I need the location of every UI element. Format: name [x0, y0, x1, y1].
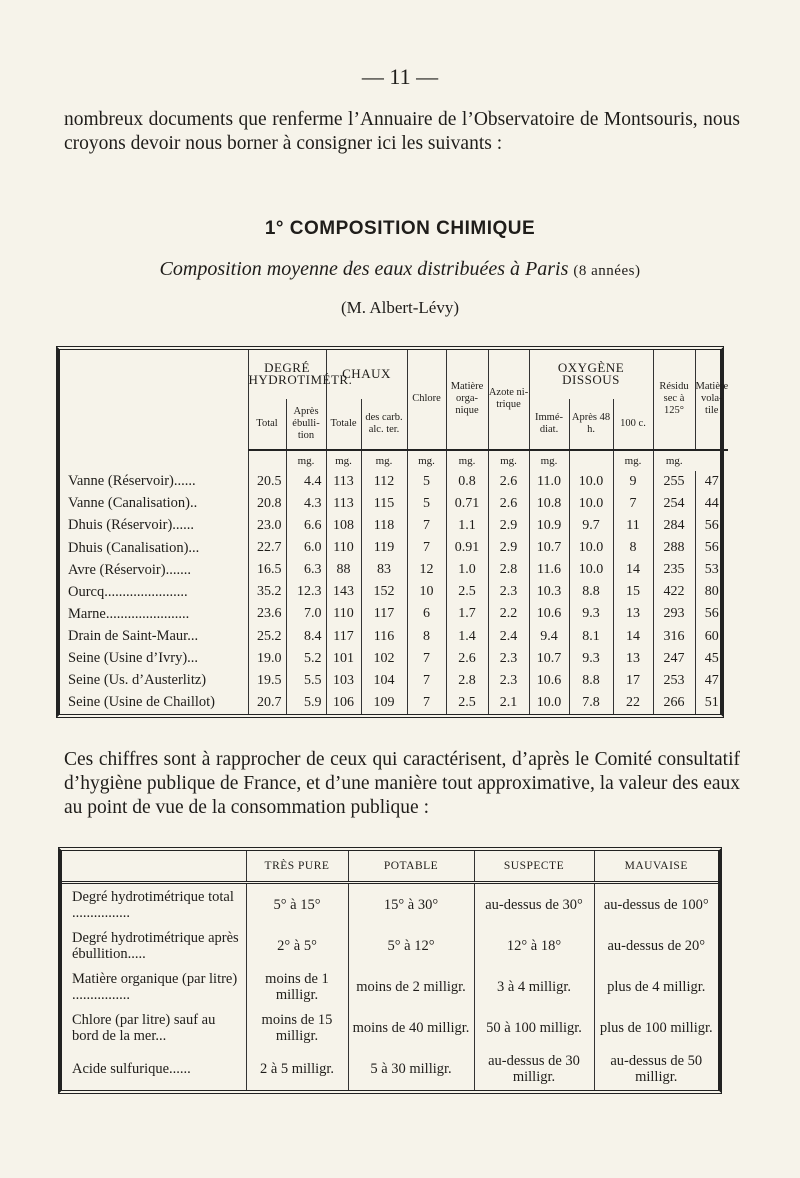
units-cell: mg.: [286, 450, 326, 471]
table-cell: 56: [695, 515, 728, 537]
quality-cell: 5° à 15°: [246, 883, 348, 926]
table-cell: 266: [653, 692, 695, 714]
table-cell: 7: [407, 692, 446, 714]
table-cell: 56: [695, 537, 728, 559]
table-cell: 112: [361, 471, 407, 493]
subheader-pct: 100 c.: [613, 399, 653, 450]
table-cell: 9: [613, 471, 653, 493]
header-potable: POTABLE: [348, 851, 474, 883]
table-cell: 4.4: [286, 471, 326, 493]
table-row: [60, 471, 728, 493]
table-cell: 2.9: [488, 537, 529, 559]
table-cell: 22: [613, 692, 653, 714]
table-cell: 8.1: [569, 625, 613, 647]
table-cell: 23.6: [248, 603, 286, 625]
table-row: [60, 515, 728, 537]
table-cell: 2.4: [488, 625, 529, 647]
quality-cell: au-dessus de 30°: [474, 883, 594, 926]
table-cell: 117: [361, 603, 407, 625]
table-cell: 9.4: [529, 625, 569, 647]
table-row: [60, 559, 728, 581]
table-cell: 7.0: [286, 603, 326, 625]
table-cell: 284: [653, 515, 695, 537]
subheader-chaux-totale: Totale: [326, 399, 361, 450]
table-cell: 16.5: [248, 559, 286, 581]
table-cell: 9.7: [569, 515, 613, 537]
author-credit: (M. Albert-Lévy): [340, 298, 460, 317]
quality-cell: 3 à 4 milligr.: [474, 967, 594, 1008]
table-row: [60, 648, 728, 670]
table-cell: 0.8: [446, 471, 488, 493]
subheader-apres-ebullition: Après ébulli-tion: [286, 399, 326, 450]
header-chlore: Chlore: [407, 350, 446, 450]
quality-cell: plus de 4 milligr.: [594, 967, 718, 1008]
table-cell: 10.0: [569, 471, 613, 493]
table-cell: 45: [695, 648, 728, 670]
table-row: [60, 493, 728, 515]
table-cell: 2.8: [488, 559, 529, 581]
table-cell: 2.9: [488, 515, 529, 537]
quality-cell: au-dessus de 100°: [594, 883, 718, 926]
table-cell: 47: [695, 670, 728, 692]
table-cell: 25.2: [248, 625, 286, 647]
table-cell: 10.0: [569, 537, 613, 559]
table-row: [60, 670, 728, 692]
criterion-label: Chlore (par litre) sauf au bord de la mer...: [72, 1012, 216, 1045]
table-cell: 51: [695, 692, 728, 714]
quality-row: [62, 883, 718, 926]
subheader-apres-48h: Après 48 h.: [569, 399, 613, 450]
source-name: Vanne (Réservoir)......: [68, 473, 196, 490]
table-cell: 17: [613, 670, 653, 692]
table-cell: 60: [695, 625, 728, 647]
table-cell: 6.0: [286, 537, 326, 559]
table-cell: 7: [613, 493, 653, 515]
table-cell: 10.7: [529, 537, 569, 559]
table-cell: 104: [361, 670, 407, 692]
table-cell: 117: [326, 625, 361, 647]
units-cell: mg.: [446, 450, 488, 471]
table-cell: 44: [695, 493, 728, 515]
table-cell: 13: [613, 603, 653, 625]
units-cell: mg.: [361, 450, 407, 471]
table-row: [60, 581, 728, 603]
table-cell: 6.6: [286, 515, 326, 537]
table-cell: 7: [407, 648, 446, 670]
table-cell: 10.7: [529, 648, 569, 670]
table-cell: 9.3: [569, 648, 613, 670]
page-number: — 11 —: [361, 64, 439, 89]
table-cell: 2.1: [488, 692, 529, 714]
units-cell: mg.: [488, 450, 529, 471]
table-cell: 7: [407, 537, 446, 559]
table-cell: 19.0: [248, 648, 286, 670]
table-cell: 152: [361, 581, 407, 603]
table-cell: 288: [653, 537, 695, 559]
quality-row: [62, 926, 718, 967]
table-cell: 2.5: [446, 692, 488, 714]
table-cell: 115: [361, 493, 407, 515]
table-cell: 1.4: [446, 625, 488, 647]
quality-cell: 5 à 30 milligr.: [348, 1049, 474, 1090]
header-mauvaise: MAUVAISE: [594, 851, 718, 883]
table-cell: 10.0: [569, 493, 613, 515]
table-cell: 2.5: [446, 581, 488, 603]
table-row: [60, 603, 728, 625]
table-cell: 11.0: [529, 471, 569, 493]
table-cell: 8.8: [569, 581, 613, 603]
quality-row: [62, 967, 718, 1008]
header-oxygene: OXYGÈNE DISSOUS: [529, 350, 653, 399]
units-cell: mg.: [407, 450, 446, 471]
table-cell: 2.2: [488, 603, 529, 625]
source-name: Avre (Réservoir).......: [68, 561, 191, 578]
table-cell: 0.71: [446, 493, 488, 515]
quality-cell: moins de 15 milligr.: [246, 1008, 348, 1049]
comparison-paragraph: Ces chiffres sont à rapprocher de ceux qui caractérisent, d’après le Comité consultatif d’hygiène publique de France, et d’une manière tout approximative, la valeur des eaux au point de vue de la consommation publique :: [64, 749, 740, 818]
quality-row: [62, 1008, 718, 1049]
table-cell: 7: [407, 670, 446, 692]
table-cell: 35.2: [248, 581, 286, 603]
table-cell: 1.0: [446, 559, 488, 581]
table-cell: 10.0: [569, 559, 613, 581]
table-cell: 7: [407, 515, 446, 537]
table-cell: 14: [613, 559, 653, 581]
quality-cell: au-dessus de 30 milligr.: [474, 1049, 594, 1090]
section-heading: 1° COMPOSITION CHIMIQUE: [264, 218, 536, 239]
quality-cell: 15° à 30°: [348, 883, 474, 926]
criterion-label: Matière organique (par litre) ................: [72, 971, 238, 1004]
table-cell: 2.6: [488, 471, 529, 493]
table-cell: 5.2: [286, 648, 326, 670]
source-name: Seine (Usine d’Ivry)...: [68, 650, 199, 667]
table-subtitle: [0, 258, 800, 281]
table-cell: 10.6: [529, 603, 569, 625]
source-name: Seine (Usine de Chaillot): [68, 694, 215, 711]
table-cell: 101: [326, 648, 361, 670]
table-cell: 253: [653, 670, 695, 692]
table-cell: 5: [407, 493, 446, 515]
units-cell: [60, 450, 248, 471]
table-cell: 23.0: [248, 515, 286, 537]
header-tres-pure: TRÈS PURE: [246, 851, 348, 883]
table-row: [60, 692, 728, 714]
units-cell: mg.: [326, 450, 361, 471]
table-cell: 2.3: [488, 648, 529, 670]
quality-cell: 2 à 5 milligr.: [246, 1049, 348, 1090]
criterion-label: Acide sulfurique......: [72, 1061, 191, 1078]
table-cell: 235: [653, 559, 695, 581]
table-cell: 56: [695, 603, 728, 625]
table-cell: 83: [361, 559, 407, 581]
table-cell: 247: [653, 648, 695, 670]
composition-table: [56, 346, 729, 718]
quality-cell: plus de 100 milligr.: [594, 1008, 718, 1049]
table-cell: 113: [326, 471, 361, 493]
source-name: Vanne (Canalisation)..: [68, 495, 198, 512]
table-cell: 11: [613, 515, 653, 537]
table-cell: 254: [653, 493, 695, 515]
header-suspecte: SUSPECTE: [474, 851, 594, 883]
table-cell: 110: [326, 603, 361, 625]
table-cell: 8: [407, 625, 446, 647]
subheader-total: Total: [248, 399, 286, 450]
criterion-label: Degré hydrotimétrique total ................: [72, 888, 234, 921]
quality-cell: au-dessus de 50 milligr.: [594, 1049, 718, 1090]
quality-cell: 12° à 18°: [474, 926, 594, 967]
source-name: Drain de Saint-Maur...: [68, 628, 199, 645]
table-cell: 422: [653, 581, 695, 603]
units-cell: [569, 450, 613, 471]
units-cell: [248, 450, 286, 471]
table-cell: 2.3: [488, 581, 529, 603]
header-degre: DEGRÉ HYDROTIMÉTR.: [248, 350, 326, 399]
table-cell: 108: [326, 515, 361, 537]
table-cell: 103: [326, 670, 361, 692]
table-cell: 119: [361, 537, 407, 559]
source-name: Dhuis (Canalisation)...: [68, 539, 200, 556]
table-cell: 7.8: [569, 692, 613, 714]
table-cell: 22.7: [248, 537, 286, 559]
row-label-header: [60, 350, 248, 450]
table-cell: 6.3: [286, 559, 326, 581]
subheader-chaux-carb: des carb. alc. ter.: [361, 399, 407, 450]
table-cell: 2.6: [488, 493, 529, 515]
table-cell: 47: [695, 471, 728, 493]
table-cell: 255: [653, 471, 695, 493]
table-cell: 9.3: [569, 603, 613, 625]
table-cell: 8.8: [569, 670, 613, 692]
table-cell: 10.9: [529, 515, 569, 537]
table-cell: 316: [653, 625, 695, 647]
units-cell: mg.: [653, 450, 695, 471]
table-cell: 1.1: [446, 515, 488, 537]
table-cell: 8.4: [286, 625, 326, 647]
table-cell: 5.9: [286, 692, 326, 714]
table-cell: 10.6: [529, 670, 569, 692]
table-cell: 10.3: [529, 581, 569, 603]
table-cell: 5: [407, 471, 446, 493]
table-cell: 12.3: [286, 581, 326, 603]
table-cell: 20.8: [248, 493, 286, 515]
criterion-label: Degré hydrotimétrique après ébullition.....: [72, 930, 239, 963]
table-cell: 113: [326, 493, 361, 515]
table-cell: 19.5: [248, 670, 286, 692]
table-cell: 109: [361, 692, 407, 714]
units-row: [60, 450, 728, 471]
table-cell: 53: [695, 559, 728, 581]
header-volatile: Matière vola-tile: [695, 350, 728, 450]
subtitle-text: Composition moyenne des eaux distribuées à Paris: [159, 258, 569, 280]
quality-label-header: [62, 851, 246, 883]
table-cell: 106: [326, 692, 361, 714]
source-name: Seine (Us. d’Austerlitz): [68, 672, 207, 689]
table-row: [60, 625, 728, 647]
table-cell: 118: [361, 515, 407, 537]
quality-cell: 5° à 12°: [348, 926, 474, 967]
table-cell: 14: [613, 625, 653, 647]
table-cell: 0.91: [446, 537, 488, 559]
quality-cell: moins de 2 milligr.: [348, 967, 474, 1008]
table-cell: 4.3: [286, 493, 326, 515]
quality-row: [62, 1049, 718, 1090]
intro-paragraph: nombreux documents que renferme l’Annuaire de l’Observatoire de Montsouris, nous croyons devoir nous borner à consigner ici les suivants :: [64, 109, 740, 154]
table-cell: 20.5: [248, 471, 286, 493]
table-row: [60, 537, 728, 559]
table-cell: 10.8: [529, 493, 569, 515]
header-matiere: Matière orga-nique: [446, 350, 488, 450]
quality-cell: moins de 1 milligr.: [246, 967, 348, 1008]
table-cell: 116: [361, 625, 407, 647]
header-azote: Azote ni-trique: [488, 350, 529, 450]
table-cell: 2.6: [446, 648, 488, 670]
table-cell: 110: [326, 537, 361, 559]
table-cell: 10: [407, 581, 446, 603]
header-chaux: CHAUX: [326, 350, 407, 399]
table-cell: 20.7: [248, 692, 286, 714]
table-cell: 11.6: [529, 559, 569, 581]
table-cell: 12: [407, 559, 446, 581]
subtitle-years: (8 années): [573, 263, 641, 279]
table-cell: 8: [613, 537, 653, 559]
table-cell: 293: [653, 603, 695, 625]
table-cell: 1.7: [446, 603, 488, 625]
table-cell: 143: [326, 581, 361, 603]
table-cell: 88: [326, 559, 361, 581]
table-cell: 13: [613, 648, 653, 670]
quality-cell: 2° à 5°: [246, 926, 348, 967]
table-cell: 10.0: [529, 692, 569, 714]
quality-cell: au-dessus de 20°: [594, 926, 718, 967]
table-cell: 15: [613, 581, 653, 603]
subheader-immediat: Immé-diat.: [529, 399, 569, 450]
quality-cell: 50 à 100 milligr.: [474, 1008, 594, 1049]
quality-cell: moins de 40 milligr.: [348, 1008, 474, 1049]
quality-table: [58, 847, 722, 1094]
source-name: Dhuis (Réservoir)......: [68, 517, 195, 534]
table-cell: 5.5: [286, 670, 326, 692]
units-cell: mg.: [529, 450, 569, 471]
source-name: Ourcq.......................: [68, 583, 188, 600]
header-residu: Résidu sec à 125°: [653, 350, 695, 450]
table-cell: 2.8: [446, 670, 488, 692]
units-cell: mg.: [613, 450, 653, 471]
source-name: Marne.......................: [68, 605, 190, 622]
table-cell: 2.3: [488, 670, 529, 692]
table-cell: 6: [407, 603, 446, 625]
table-cell: 102: [361, 648, 407, 670]
table-cell: 80: [695, 581, 728, 603]
